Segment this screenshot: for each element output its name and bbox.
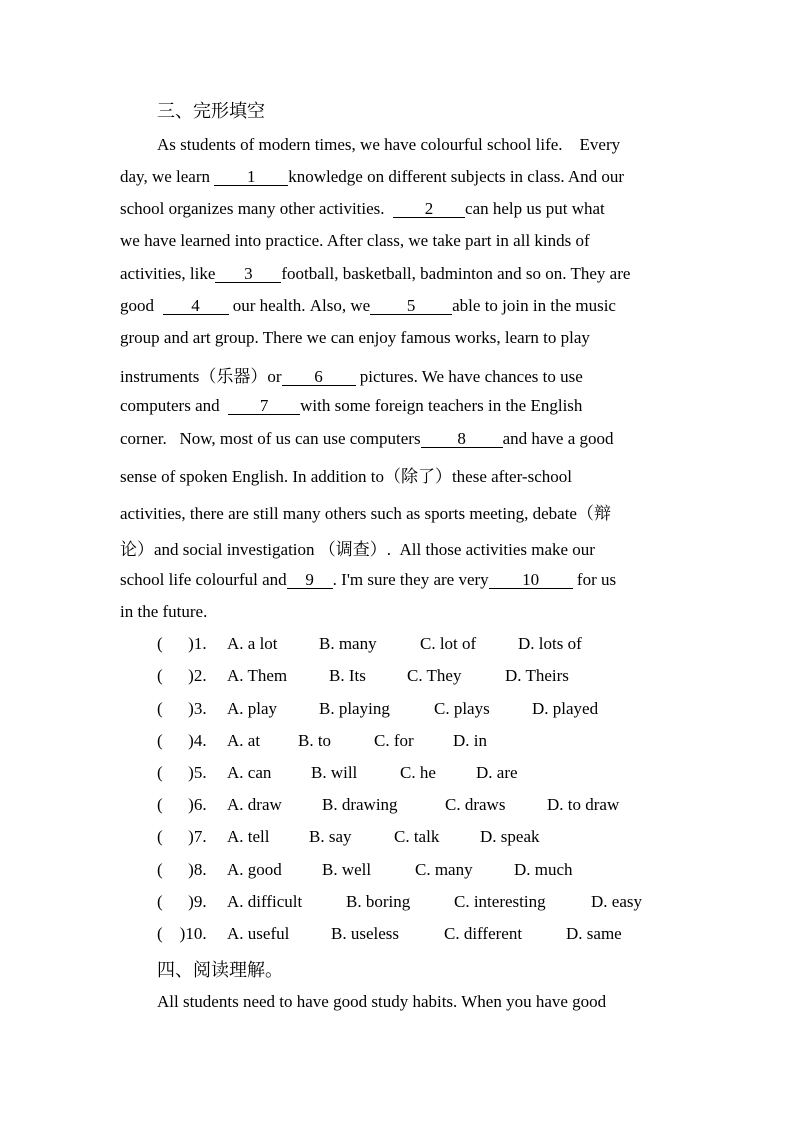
option-a[interactable]: A. tell (227, 827, 270, 846)
question-number: ( )3. (157, 699, 207, 718)
passage-text: with some foreign teachers in the English (300, 396, 583, 415)
passage-text: activities, there are still many others such as sports meeting, debate（辩 (120, 504, 611, 523)
blank-10[interactable]: 10 (489, 571, 573, 589)
passage-line (120, 462, 572, 487)
option-d[interactable]: D. speak (480, 827, 540, 846)
option-c[interactable]: C. many (415, 860, 473, 879)
option-c[interactable]: C. They (407, 666, 462, 685)
option-d[interactable]: D. much (514, 860, 573, 879)
blank-9[interactable]: 9 (287, 571, 333, 589)
question-number: ( )2. (157, 666, 207, 685)
passage-text: sense of spoken English. In addition to（除了）these after-school (120, 467, 572, 486)
passage-line (157, 135, 620, 155)
option-d[interactable]: D. are (476, 763, 518, 782)
option-a[interactable]: A. a lot (227, 634, 278, 653)
blank-1[interactable]: 1 (214, 168, 288, 186)
passage-text: day, we learn (120, 167, 215, 186)
option-a[interactable]: A. can (227, 763, 272, 782)
blank-3[interactable]: 3 (215, 265, 281, 283)
option-c[interactable]: C. he (400, 763, 436, 782)
passage-text: computers and (120, 396, 229, 415)
option-d[interactable]: D. Theirs (505, 666, 569, 685)
question-number: ( )9. (157, 892, 207, 911)
question-number: ( )4. (157, 731, 207, 750)
option-b[interactable]: B. Its (329, 666, 366, 685)
question-number: ( )8. (157, 860, 207, 879)
section3-title: 三、完形填空 (157, 101, 265, 121)
blank-2[interactable]: 2 (393, 200, 465, 218)
question-number: ( )6. (157, 795, 207, 814)
passage-line (120, 602, 207, 622)
option-c[interactable]: C. different (444, 924, 523, 943)
passage-text: able to join in the music (452, 296, 616, 315)
option-b[interactable]: B. will (311, 763, 358, 782)
option-c[interactable]: C. talk (394, 827, 440, 846)
option-c[interactable]: C. for (374, 731, 414, 750)
passage-text: instruments（乐器）or (120, 367, 282, 386)
option-d[interactable]: D. easy (591, 892, 642, 911)
option-a[interactable]: A. difficult (227, 892, 303, 911)
question-number: ( )10. (157, 924, 207, 943)
passage-line (120, 199, 605, 219)
option-d[interactable]: D. to draw (547, 795, 620, 814)
passage-text: pictures. We have chances to use (355, 367, 583, 386)
question-number: ( )1. (157, 634, 207, 653)
option-b[interactable]: B. well (322, 860, 372, 879)
passage-line (120, 167, 624, 187)
option-a[interactable]: A. at (227, 731, 261, 750)
passage-line (120, 499, 611, 524)
option-d[interactable]: D. in (453, 731, 487, 750)
option-c[interactable]: C. lot of (420, 634, 477, 653)
passage-text: and have a good (502, 429, 614, 448)
passage-text: activities, like (120, 264, 216, 283)
option-c[interactable]: C. draws (445, 795, 506, 814)
passage-line (120, 296, 616, 316)
passage-line (120, 429, 614, 449)
passage-text: corner. Now, most of us can use computers (120, 429, 421, 448)
question-number: ( )7. (157, 827, 207, 846)
passage-line (120, 535, 595, 560)
option-d[interactable]: D. same (566, 924, 622, 943)
option-b[interactable]: B. playing (319, 699, 390, 718)
section4-title: 四、阅读理解。 (157, 960, 283, 980)
passage-text: we have learned into practice. After class, we take part in all kinds of (120, 231, 590, 250)
option-b[interactable]: B. say (309, 827, 352, 846)
option-d[interactable]: D. played (532, 699, 599, 718)
blank-6[interactable]: 6 (282, 368, 356, 386)
passage-text: football, basketball, badminton and so on. They are (281, 264, 631, 283)
passage-text: school organizes many other activities. (120, 199, 394, 218)
passage-text: school life colourful and (120, 570, 287, 589)
option-b[interactable]: B. boring (346, 892, 411, 911)
passage-line (120, 231, 590, 251)
passage-text: in the future. (120, 602, 208, 621)
passage-line (120, 362, 583, 387)
passage-line (120, 264, 630, 284)
option-a[interactable]: A. play (227, 699, 278, 718)
blank-4[interactable]: 4 (163, 297, 229, 315)
option-c[interactable]: C. plays (434, 699, 490, 718)
passage-text: can help us put what (465, 199, 605, 218)
passage-line (157, 992, 606, 1012)
passage-text: . I'm sure they are very (332, 570, 489, 589)
blank-7[interactable]: 7 (228, 397, 300, 415)
option-c[interactable]: C. interesting (454, 892, 546, 911)
passage-text: our health. Also, we (228, 296, 371, 315)
blank-5[interactable]: 5 (370, 297, 452, 315)
option-a[interactable]: A. useful (227, 924, 290, 943)
passage-text: good (120, 296, 163, 315)
passage-text: for us (572, 570, 617, 589)
passage-text: All students need to have good study habits. When you have good (157, 992, 607, 1011)
passage-text: knowledge on different subjects in class. And our (288, 167, 625, 186)
option-d[interactable]: D. lots of (518, 634, 582, 653)
passage-text: 论）and social investigation （调查）. All those activities make our (120, 540, 595, 559)
option-b[interactable]: B. many (319, 634, 377, 653)
option-a[interactable]: A. draw (227, 795, 282, 814)
passage-line (120, 328, 590, 348)
question-number: ( )5. (157, 763, 207, 782)
passage-line (120, 570, 616, 590)
passage-text: group and art group. There we can enjoy famous works, learn to play (120, 328, 590, 347)
option-b[interactable]: B. drawing (322, 795, 398, 814)
option-b[interactable]: B. to (298, 731, 332, 750)
option-a[interactable]: A. Them (227, 666, 288, 685)
passage-line (120, 396, 582, 416)
option-b[interactable]: B. useless (331, 924, 399, 943)
option-a[interactable]: A. good (227, 860, 282, 879)
blank-8[interactable]: 8 (421, 430, 503, 448)
passage-text: As students of modern times, we have colourful school life. Every (157, 135, 621, 154)
